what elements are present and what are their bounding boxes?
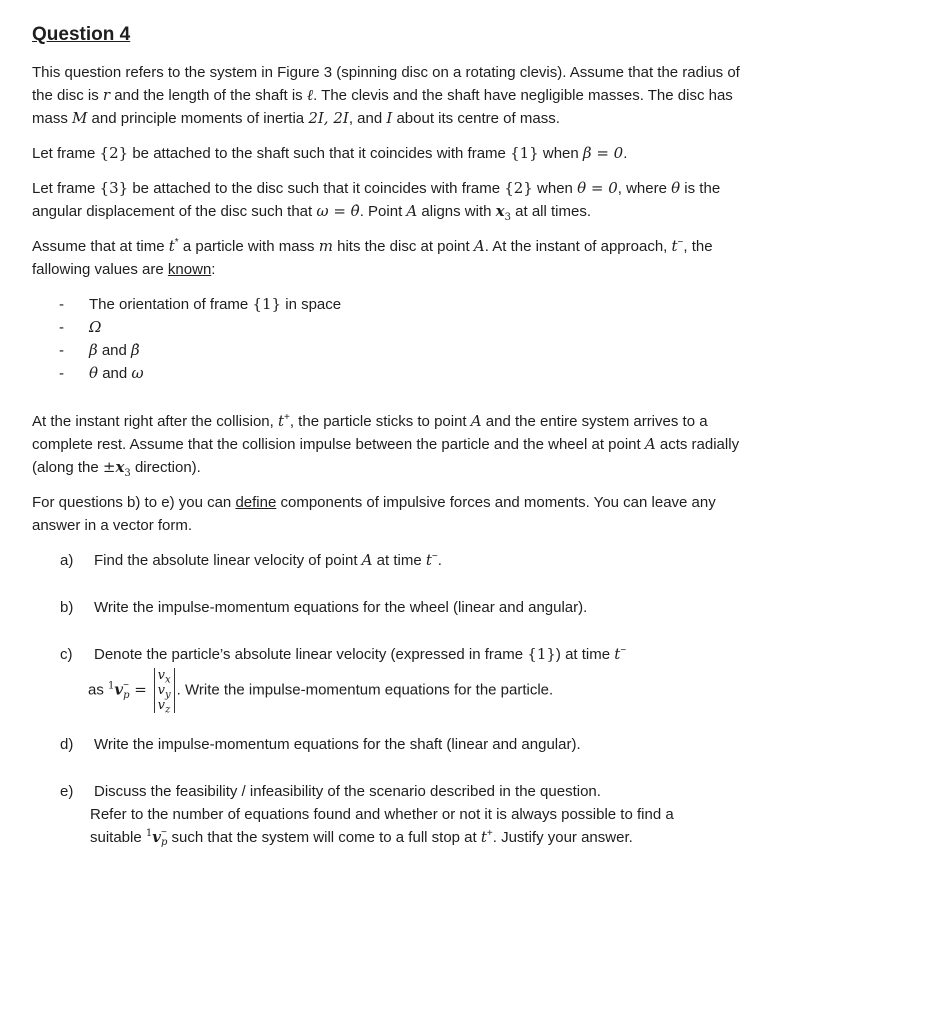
known-values-list <box>32 293 912 385</box>
after-collision-paragraph: At the instant right after the collision, t+, the particle sticks to point A and the entire system arrives to a complete rest. Assume that the collision impulse between the particle and the wheel at point A acts radially (along the $\pm x_3$ direction). <box>32 412 740 479</box>
velocity-vector-matrix: $v_x$ $v_y$ $v_z$ <box>154 668 175 713</box>
question-a-label: a) <box>60 552 74 569</box>
list-item: - The orientation of frame {1} in space <box>32 293 912 316</box>
question-e-label: e) <box>60 783 74 800</box>
question-a: a) Find the absolute linear velocity of point A at time t−. <box>32 549 912 572</box>
question-c: c) Denote the particle’s absolute linear velocity (expressed in frame {1}) at time t− as $^1$v − p = $v_x$ $v_y$ $v_z$ . Write the impulse-momentum equations for the particle. <box>32 643 912 713</box>
question-d: d) Write the impulse-momentum equations for the shaft (linear and angular). <box>32 733 912 756</box>
list-item: - θ and ω <box>32 362 912 385</box>
frame3-paragraph: Let frame {3} be attached to the disc such that it coincides with frame {2} when θ = 0, where θ is the angular displacement of the disc such that ω = θ̇. Point A aligns with $x_3$ at all times. <box>32 179 721 223</box>
instructions-paragraph: For questions b) to e) you can define components of impulsive forces and moments. You can leave any answer in a vector form. <box>32 494 716 534</box>
question-e: e) Discuss the feasibility / infeasibility of the scenario described in the question. Refer to the number of equations found and whether or not it is always possible to find a suitable $^1$v − p such that the system will come to a full stop at t+. Justify your answer. <box>32 780 912 849</box>
question-title: Question 4 <box>32 24 131 45</box>
assume-paragraph: Assume that at time t* a particle with mass m hits the disc at point A. At the instant of approach, t−, the fallowing values are known: <box>32 237 713 278</box>
frame2-paragraph: Let frame {2} be attached to the shaft such that it coincides with frame {1} when β = 0. <box>32 144 628 162</box>
question-c-label: c) <box>60 646 73 663</box>
question-b-label: b) <box>60 599 74 616</box>
question-d-label: d) <box>60 736 74 753</box>
document <box>32 22 912 849</box>
list-item: - β and β̇ <box>32 339 912 362</box>
velocity-definition: as $^1$v − p = $v_x$ $v_y$ $v_z$ . Write the impulse-momentum equations for the particle. <box>88 668 554 716</box>
list-item: - Ω <box>32 316 912 339</box>
question-b: b) Write the impulse-momentum equations for the wheel (linear and angular). <box>32 596 912 619</box>
intro-paragraph: This question refers to the system in Figure 3 (spinning disc on a rotating clevis). Assume that the radius of the disc is r and the length of the shaft is ℓ. The clevis and the shaft have negligible masses. The disc has mass M and principle moments of inertia 2I, 2I, and I about its centre of mass. <box>32 64 740 127</box>
